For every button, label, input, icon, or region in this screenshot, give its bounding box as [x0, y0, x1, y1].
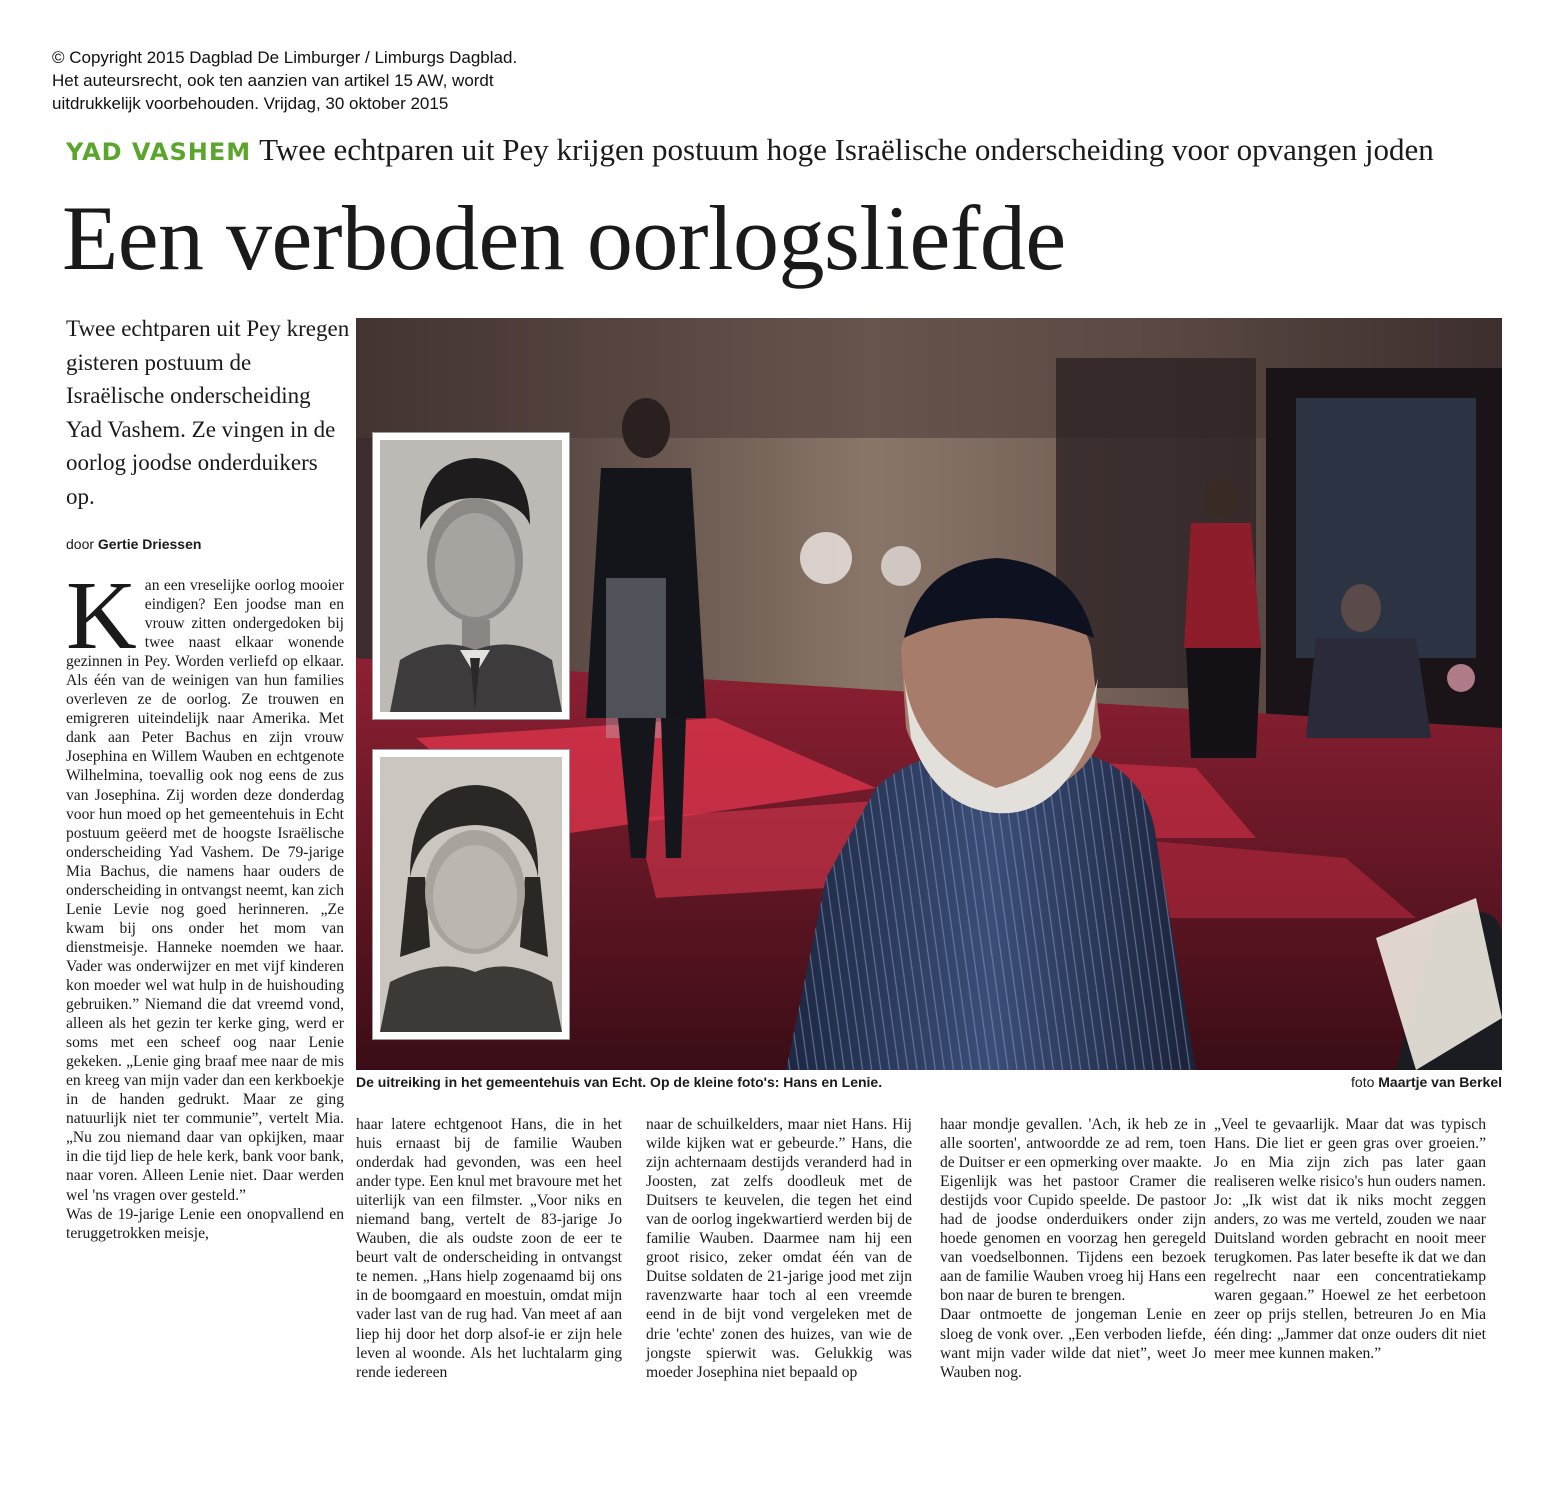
copyright-line: uitdrukkelijk voorbehouden. Vrijdag, 30 oktober 2015 [52, 94, 449, 113]
column-text: „Veel te gevaarlijk. Maar dat was typisch Hans. Die liet er geen gras over groeien.” Jo en Mia zijn zich pas later gaan realiseren welke risico's hun ouders namen. Jo: „Ik wist dat ik niks mocht zeggen anders, zo was me verteld, zouden we naar Duitsland worden gebracht en nooit meer terugkomen. Pas later besefte ik dat we dan regelrecht naar een concentratiekamp waren gegaan.” Hoewel ze het eerbetoon zeer op prijs stellen, betreuren Jo en Mia één ding: „Jammer dat onze ouders dit niet meer mee kunnen maken.” [1214, 1116, 1486, 1362]
byline-prefix: door [66, 536, 95, 552]
credit-prefix: foto [1351, 1074, 1375, 1090]
article-column-5 [1214, 1115, 1486, 1363]
article-column-4 [940, 1115, 1206, 1382]
column-text: haar mondje gevallen. 'Ach, ik heb ze in alle soorten', antwoordde ze ad rem, toen de Duitser er een opmerking over maakte. [940, 1116, 1206, 1172]
inset-photo-hans [372, 432, 570, 720]
byline [66, 536, 350, 552]
column-text: naar de schuilkelders, maar niet Hans. Hij wilde kijken wat er gebeurde.” Hans, die zijn achternaam destijds veranderd had in Joosten, zat zelfs doodleuk met de Duitsers te keuvelen, die tegen het eind van de oorlog ingekwartierd werden bij de familie Wauben. Daarmee nam hij een groot risico, zeker omdat één van de Duitse soldaten de 21-jarige jood met zijn ravenzwarte haar toch al een vreemde eend in de bijt vond vergeleken met de drie 'echte' zonen des huizes, van wie de jongste spierwit was. Gelukkig was moeder Josephina niet bepaald op [646, 1116, 912, 1381]
portrait-hans [380, 440, 562, 712]
copyright-line: © Copyright 2015 Dagblad De Limburger / Limburgs Dagblad. [52, 48, 518, 67]
kicker-label: YAD VASHEM [66, 138, 252, 166]
article-column-1 [66, 562, 345, 1434]
portrait-lenie [380, 757, 562, 1032]
kicker [66, 130, 1506, 172]
drop-cap: K [66, 562, 137, 670]
intro-text: Twee echtparen uit Pey kregen gisteren postuum de Israëlische onderscheiding Yad Vashem. Ze vingen in de oorlog joodse onderduikers op. [66, 316, 350, 509]
copyright-line: Het auteursrecht, ook ten aanzien van artikel 15 AW, wordt [52, 71, 494, 90]
credit-name: Maartje van Berkel [1378, 1074, 1502, 1090]
byline-author: Gertie Driessen [97, 536, 202, 552]
photo-caption: De uitreiking in het gemeentehuis van Echt. Op de kleine foto's: Hans en Lenie. [356, 1074, 883, 1090]
kicker-text: Twee echtparen uit Pey krijgen postuum hoge Israëlische onderscheiding voor opvangen joden [259, 132, 1434, 167]
column-text: Eigenlijk was het pastoor Cramer die destijds voor Cupido speelde. De pastoor had de joodse onderduikers onder zijn hoede genomen en voorzag hen geregeld van voedselbonnen. Tijdens een bezoek aan de familie Wauben vroeg hij Hans een bon naar de buren te brengen. [940, 1173, 1206, 1305]
copyright-notice [52, 46, 612, 115]
column-text: haar latere echtgenoot Hans, die in het huis ernaast bij de familie Wauben onderdak had gevonden, was een heel ander type. Een knul met bravoure met het uiterlijk van een filmster. „Voor niks en niemand bang, vertelt de 83-jarige Jo Wauben, die als oudste zoon de eer te beurt valt de onderscheiding in ontvangst te nemen. „Hans hielp zogenaamd bij ons in de boomgaard en moestuin, omdat mijn vader last van de rug had. Van meet af aan liep hij door het dorp alsof-ie er zijn hele leven al woonde. Als het luchtalarm ging rende iedereen [356, 1116, 622, 1381]
column-text: Daar ontmoette de jongeman Lenie en sloeg de vonk over. „Een verboden liefde, want mijn vader wilde dat niet”, weet Jo Wauben nog. [940, 1306, 1206, 1381]
column-text: an een vreselijke oorlog mooier eindigen? Een joodse man en vrouw zitten ondergedoken bij twee naast elkaar wonende gezinnen in Pey. Worden verliefd op elkaar. Als één van de weinigen van hun families overleven ze de oorlog. Ze trouwen en emigreren uiteindelijk naar Amerika. Met dank aan Peter Bachus en zijn vrouw Josephina en Willem Wauben en echtgenote Wilhelmina, toevallig ook nog eens de zus van Josephina. Zij worden deze donderdag voor hun moed op het gemeentehuis in Echt postuum geëerd met de hoogste Israëlische onderscheiding Yad Vashem. De 79-jarige Mia Bachus, die namens haar ouders de onderscheiding in ontvangst neemt, kan zich Lenie Levie nog goed herinneren. „Ze kwam bij ons onder het mom van dienstmeisje. Hanneke noemden we haar. Vader was onderwijzer en met vijf kinderen kon moeder wel wat hulp in de huishouding gebruiken.” Niemand die dat vreemd vond, alleen als het gezin ter kerke ging, werd er soms met een scheef oog naar Lenie gekeken. „Lenie ging braaf mee naar de mis en kreeg van mijn vader dan een kerkboekje in de handen gedrukt. Maar ze ging natuurlijk niet ter communie”, vertelt Mia. „Nu zou niemand daar van opkijken, maar in die tijd liep de hele kerk, bank voor bank, naar voren. Alleen Lenie niet. Daar werden wel 'ns vragen over gesteld.” [66, 577, 345, 1204]
article-column-2 [356, 1115, 622, 1382]
photo-credit [1250, 1074, 1502, 1090]
inset-photo-lenie [372, 749, 570, 1040]
headline: Een verboden oorlogsliefde [62, 187, 1066, 289]
column-text: Was de 19-jarige Lenie een onopvallend en teruggetrokken meisje, [66, 1205, 344, 1242]
article-column-3 [646, 1115, 912, 1382]
